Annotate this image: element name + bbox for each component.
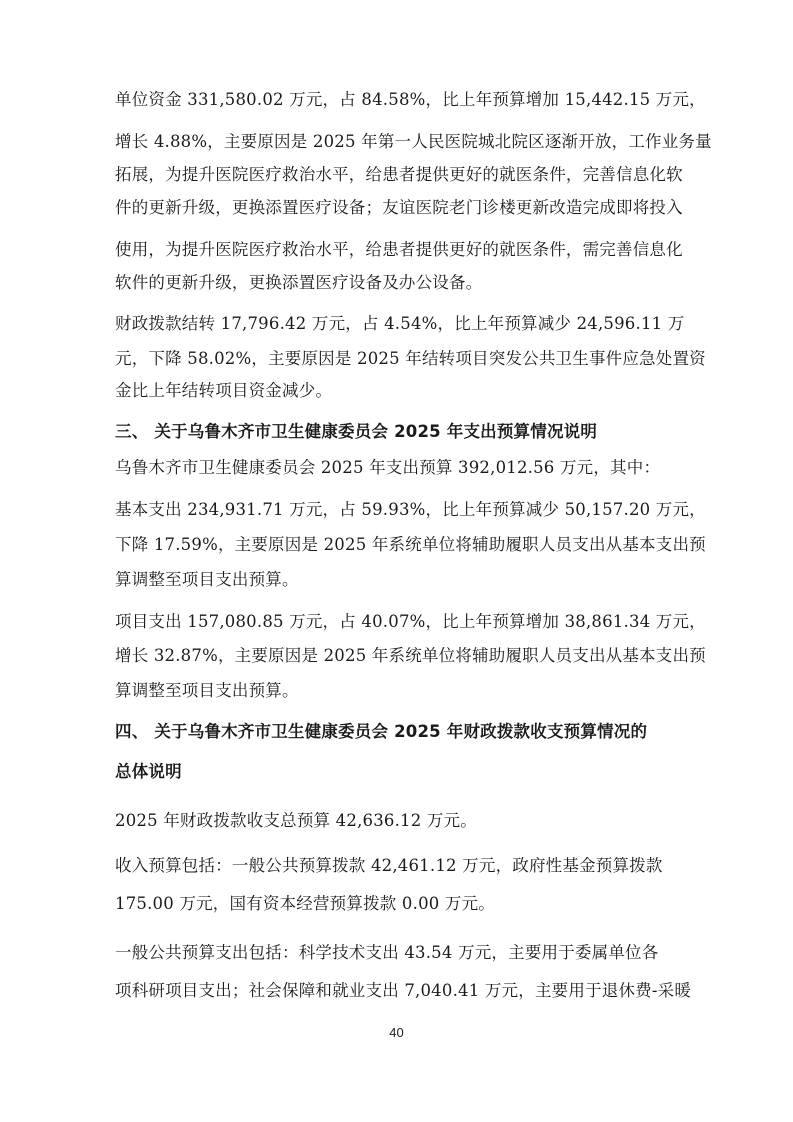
page-number: 40 xyxy=(389,1025,404,1040)
body-text-line: 软件的更新升级，更换添置医疗设备及办公设备。 xyxy=(115,273,483,292)
body-text-line: 增长 32.87%，主要原因是 2025 年系统单位将辅助履职人员支出从基本支出预 xyxy=(115,646,706,665)
body-text-line: 下降 17.59%，主要原因是 2025 年系统单位将辅助履职人员支出从基本支出预 xyxy=(115,535,706,554)
body-text-line: 增长 4.88%，主要原因是 2025 年第一人民医院城北院区逐渐开放，工作业务量 xyxy=(115,132,712,151)
body-text-line: 算调整至项目支出预算。 xyxy=(115,570,299,589)
body-text-line: 乌鲁木齐市卫生健康委员会 2025 年支出预算 392,012.56 万元，其中： xyxy=(115,458,661,477)
body-text-line: 使用，为提升医院医疗救治水平，给患者提供更好的就医条件，需完善信息化 xyxy=(115,240,683,259)
section-heading-4-cont: 总体说明 xyxy=(115,762,182,781)
body-text-line: 项科研项目支出；社会保障和就业支出 7,040.41 万元，主要用于退休费-采暖 xyxy=(115,981,692,1000)
body-text-line: 175.00 万元，国有资本经营预算拨款 0.00 万元。 xyxy=(115,894,496,913)
body-text-line: 算调整至项目支出预算。 xyxy=(115,681,299,700)
section-heading-3: 三、 关于乌鲁木齐市卫生健康委员会 2025 年支出预算情况说明 xyxy=(115,422,598,441)
body-text-line: 2025 年财政拨款收支总预算 42,636.12 万元。 xyxy=(115,811,478,830)
section-heading-4: 四、 关于乌鲁木齐市卫生健康委员会 2025 年财政拨款收支预算情况的 xyxy=(115,722,648,741)
body-text-line: 一般公共预算支出包括：科学技术支出 43.54 万元，主要用于委属单位各 xyxy=(115,943,659,962)
body-text-line: 件的更新升级，更换添置医疗设备；友谊医院老门诊楼更新改造完成即将投入 xyxy=(115,198,683,217)
body-text-line: 元，下降 58.02%，主要原因是 2025 年结转项目突发公共卫生事件应急处置资 xyxy=(115,349,706,368)
body-text-line: 项目支出 157,080.85 万元，占 40.07%，比上年预算增加 38,861.34 万元， xyxy=(115,612,706,631)
body-text-line: 金比上年结转项目资金减少。 xyxy=(115,381,333,400)
body-text-line: 收入预算包括：一般公共预算拨款 42,461.12 万元，政府性基金预算拨款 xyxy=(115,856,663,875)
body-text-line: 单位资金 331,580.02 万元，占 84.58%，比上年预算增加 15,442.15 万元， xyxy=(115,90,706,109)
body-text-line: 基本支出 234,931.71 万元，占 59.93%，比上年预算减少 50,157.20 万元， xyxy=(115,500,706,519)
body-text-line: 财政拨款结转 17,796.42 万元，占 4.54%，比上年预算减少 24,596.11 万 xyxy=(115,314,685,333)
body-text-line: 拓展，为提升医院医疗救治水平，给患者提供更好的就医条件，完善信息化软 xyxy=(115,165,683,184)
